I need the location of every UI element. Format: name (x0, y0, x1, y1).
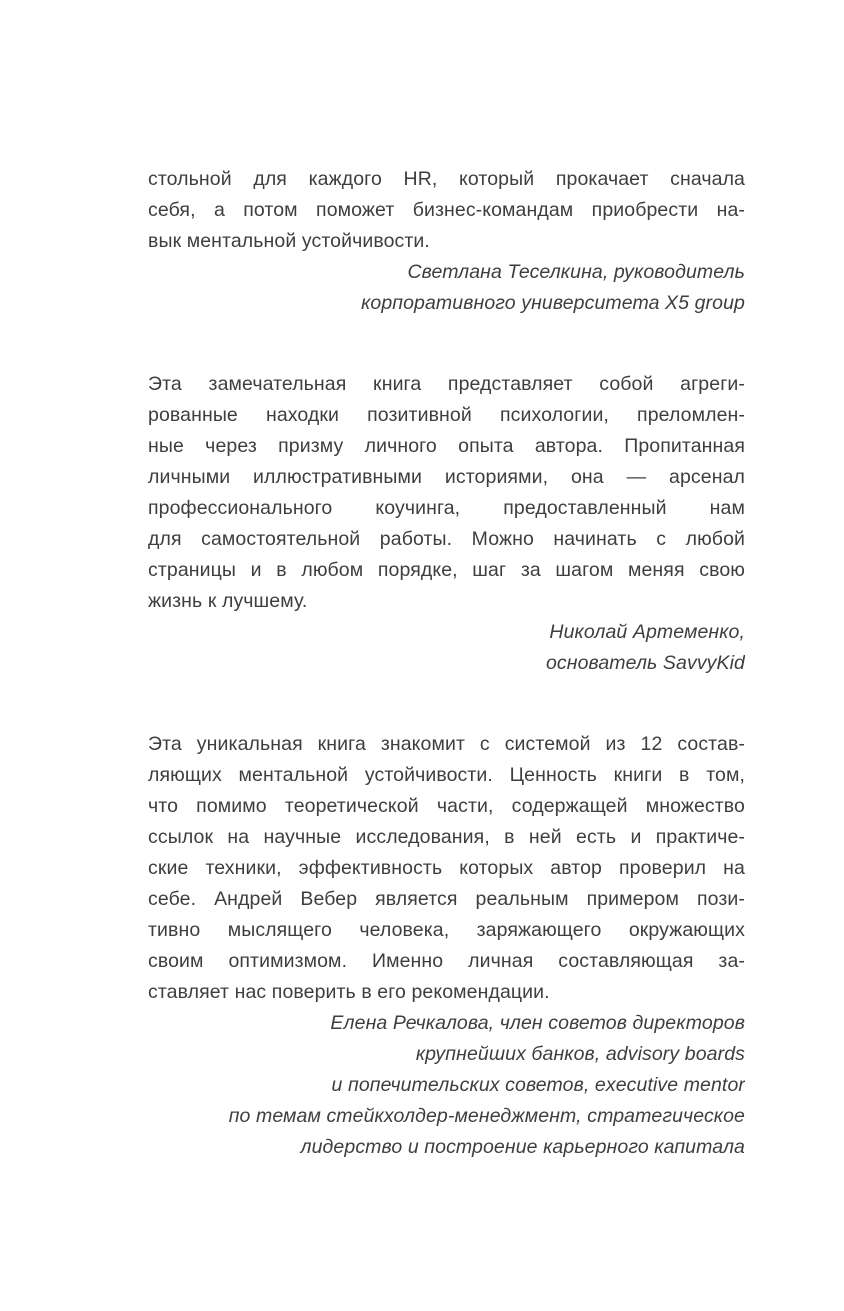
testimonial-quote-line: жизнь к лучшему. (148, 590, 308, 612)
testimonial-quote-line: себя, а потом поможет бизнес-командам приобрести на- (148, 199, 745, 221)
testimonial-author-line: корпоративного университета X5 group (361, 292, 745, 314)
testimonial-author-line: лидерство и построение карьерного капитала (300, 1136, 745, 1158)
testimonial-quote-line: ляющих ментальной устойчивости. Ценность книги в том, (148, 764, 745, 786)
testimonial-quote-line: тивно мыслящего человека, заряжающего окружающих (148, 919, 745, 941)
testimonial-author-line: основатель SavvyKid (545, 652, 745, 674)
testimonial-author-line: Светлана Теселкина, руководитель (407, 261, 745, 283)
testimonial-quote-line: Эта замечательная книга представляет собой агреги- (148, 373, 745, 395)
testimonial-author-line: крупнейших банков, advisory boards (415, 1043, 745, 1065)
testimonial-author-line: Елена Речкалова, член советов директоров (330, 1012, 745, 1034)
testimonial-quote-line: вык ментальной устойчивости. (148, 230, 430, 252)
testimonial-block (148, 369, 745, 679)
testimonial-quote-line: ские техники, эффективность которых автор проверил на (148, 857, 745, 879)
book-page (148, 164, 745, 1163)
testimonial-author-line: Николай Артеменко, (549, 621, 745, 643)
testimonial-block (148, 164, 745, 319)
testimonial-quote-line: ссылок на научные исследования, в ней есть и практиче- (148, 826, 745, 848)
testimonial-quote-line: что помимо теоретической части, содержащей множество (148, 795, 745, 817)
testimonial-block (148, 729, 745, 1163)
testimonial-quote-line: своим оптимизмом. Именно личная составляющая за- (148, 950, 745, 972)
testimonial-quote-line: личными иллюстративными историями, она — арсенал (148, 466, 745, 488)
testimonial-author-line: и попечительских советов, executive mentor (331, 1074, 745, 1096)
testimonial-quote-line: для самостоятельной работы. Можно начинать с любой (148, 528, 745, 550)
testimonial-quote-line: профессионального коучинга, предоставленный нам (148, 497, 745, 519)
testimonial-quote-line: себе. Андрей Вебер является реальным примером пози- (148, 888, 745, 910)
testimonial-quote-line: рованные находки позитивной психологии, преломлен- (148, 404, 745, 426)
testimonial-quote-line: ные через призму личного опыта автора. Пропитанная (148, 435, 745, 457)
testimonial-quote-line: Эта уникальная книга знакомит с системой из 12 состав- (148, 733, 745, 755)
testimonials-list (148, 164, 745, 1163)
testimonial-quote-line: страницы и в любом порядке, шаг за шагом меняя свою (148, 559, 745, 581)
testimonial-quote-line: ставляет нас поверить в его рекомендации. (148, 981, 550, 1003)
testimonial-author-line: по темам стейкхолдер-менеджмент, стратегическое (228, 1105, 745, 1127)
testimonial-quote-line: стольной для каждого HR, который прокачает сначала (148, 168, 745, 190)
